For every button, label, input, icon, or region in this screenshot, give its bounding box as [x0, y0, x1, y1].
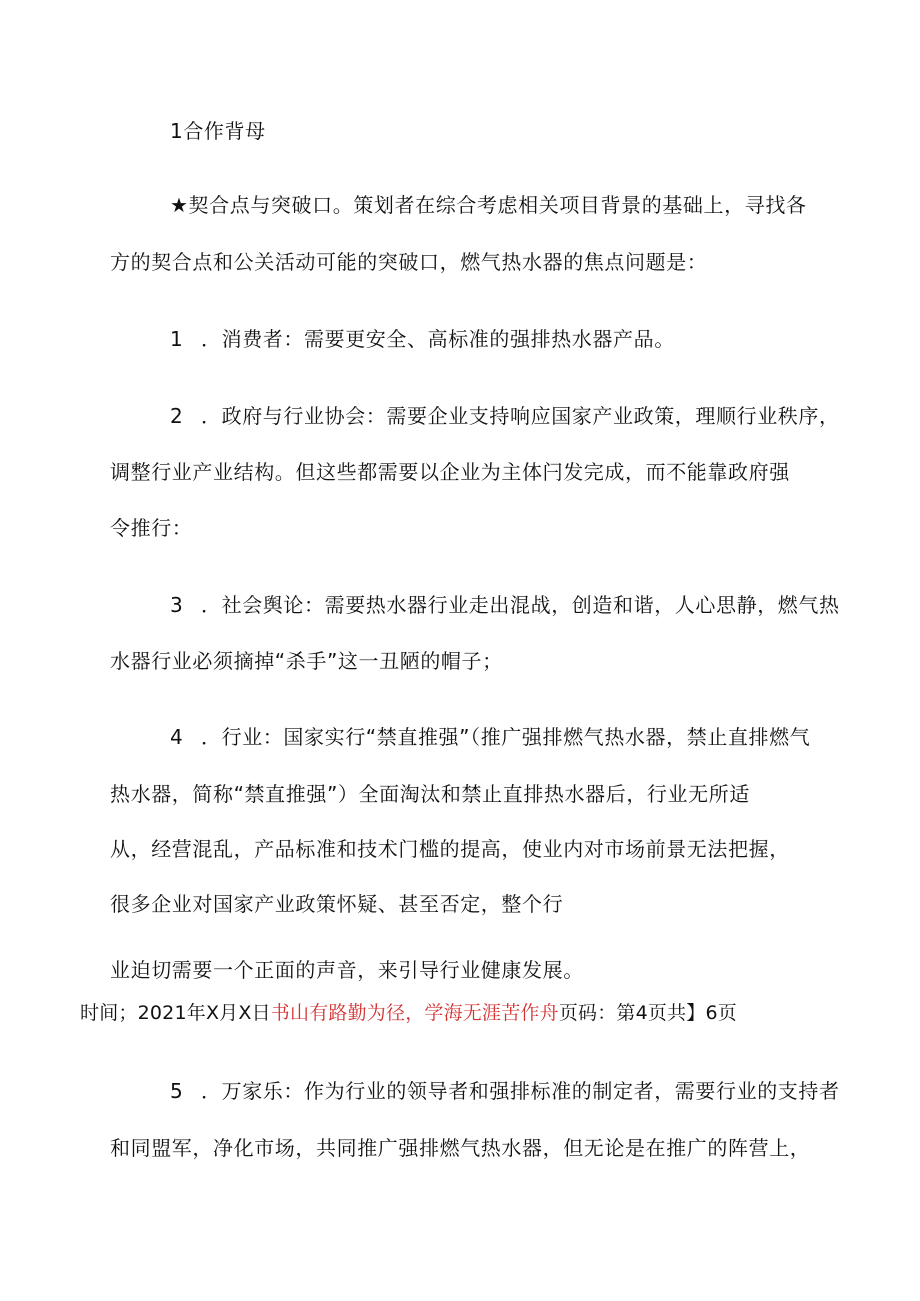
- item-number: 4: [170, 725, 184, 749]
- item-number: 1: [170, 327, 184, 351]
- item-text: ．行业：国家实行“禁直推强”（推广强排燃气热水器，禁止直排燃气: [201, 725, 811, 749]
- intro-line: 方的契合点和公关活动可能的突破口，燃气热水器的焦点问题是：: [110, 250, 708, 274]
- item-text: ．万家乐：作为行业的领导者和强排标准的制定者，需要行业的支持者: [201, 1079, 840, 1103]
- footer-time: 时间；2021年X月X日: [80, 1002, 271, 1024]
- item-number: 2: [170, 404, 184, 428]
- list-item-3: [170, 592, 840, 618]
- list-item-5: [170, 1078, 840, 1104]
- item-text-continuation: 业迫切需要一个正面的声音，来引导行业健康发展。: [110, 958, 584, 982]
- item-text-continuation: 很多企业对国家产业政策怀疑、甚至否定，整个行: [110, 892, 564, 916]
- footer-motto: 书山有路勤为径，学海无涯苦作舟: [270, 1002, 559, 1024]
- page-footer: [80, 1000, 737, 1026]
- item-text-continuation: 调整行业产业结构。但这些都需要以企业为主体闩发完成，而不能靠政府强: [110, 460, 790, 484]
- item-text-continuation: 和同盟军，净化市场，共同推广强排燃气热水器，但无论是在推广的阵营上，: [110, 1136, 811, 1160]
- item-text: ．社会舆论：需要热水器行业走出混战，创造和谐，人心思静，燃气热: [201, 593, 840, 617]
- item-text-continuation: 令推行：: [110, 516, 193, 540]
- item-text: ．消费者：需要更安全、高标准的强排热水器产品。: [201, 327, 675, 351]
- item-text: ．政府与行业协会：需要企业支持响应国家产业政策，理顺行业秩序，: [201, 404, 840, 428]
- item-text-continuation: 热水器，简称“禁直推强”）全面淘汰和禁止直排热水器后，行业无所适: [110, 782, 750, 806]
- list-item-2: [170, 403, 840, 429]
- list-item-4: [170, 724, 810, 750]
- intro-line: ★契合点与突破口。策划者在综合考虑相关项目背景的基础上，寻找各: [170, 193, 807, 217]
- section-title: 1合作背母: [170, 119, 266, 143]
- item-number: 3: [170, 593, 184, 617]
- item-number: 5: [170, 1079, 184, 1103]
- item-text-continuation: 从，经营混乱，产品标准和技术门槛的提高，使业内对市场前景无法把握，: [110, 837, 790, 861]
- list-item-1: [170, 326, 675, 352]
- item-text-continuation: 水器行业必须摘掉“杀手”这一丑陋的帽子；: [110, 649, 503, 673]
- footer-page-info: 页码：第4页共】6页: [558, 1002, 737, 1024]
